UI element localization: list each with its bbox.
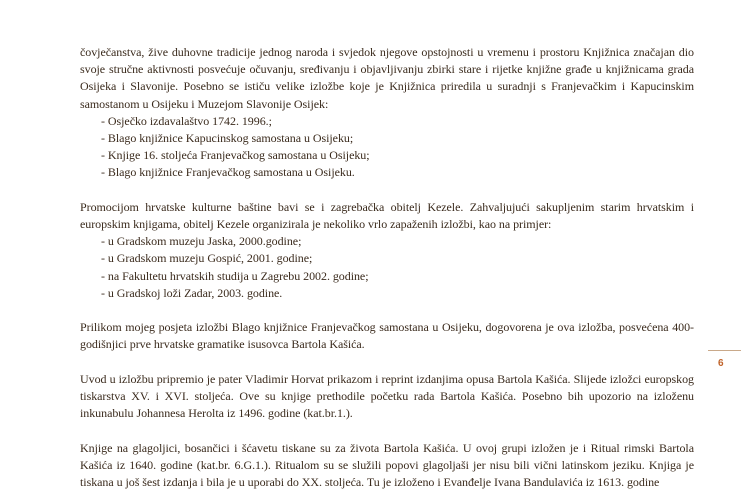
paragraph-kezele: Promocijom hrvatske kulturne baštine bavi se i zagrebačka obitelj Kezele. Zahvaljujući sakupljenim starim hrvatskim i europskim knjigama, obitelj Kezele organizirala je nekoliko vrlo zapaženih izložbi, kao na primjer: (80, 199, 694, 232)
list-item: - Osječko izdavalaštvo 1742. 1996.; (101, 113, 694, 130)
list-item: - Blago knjižnice Franjevačkog samostana u Osijeku. (101, 164, 694, 181)
list-item: - Knjige 16. stoljeća Franjevačkog samostana u Osijeku; (101, 147, 694, 164)
list-item: - u Gradskoj loži Zadar, 2003. godine. (101, 285, 694, 302)
page-number-rule (708, 350, 741, 351)
paragraph-introduction: Uvod u izložbu pripremio je pater Vladimir Horvat prikazom i reprint izdanjima opusa Bartola Kašića. Slijede izložci europskog tiskarstva XV. i XVI. stoljeća. Ove su knjige prethodile početku rada Bartola Kašića. Posebno bih upozorio na izloženu inkunabulu Johannesa Herolta iz 1496. godine (kat.br.1.). (80, 371, 694, 421)
paragraph-glagolitic: Knjige na glagoljici, bosančici i šćavetu tiskane su za života Bartola Kašića. U ovoj grupi izložen je i Ritual rimski Bartola Kašića iz 1640. godine (kat.br. 6.G.1.). Ritualom su se služili popovi glagoljaši jer nisu bili vični latinskom jeziku. Knjiga je tiskana u još šest izdanja i bila je u uporabi do XX. stoljeća. Tu je izloženo i Evanđelje Ivana Bandulavića iz 1613. godine (80, 440, 694, 490)
list-item: - na Fakultetu hrvatskih studija u Zagrebu 2002. godine; (101, 268, 694, 285)
paragraph-intro: čovječanstva, žive duhovne tradicije jednog naroda i svjedok njegove opstojnosti u vremenu i prostoru Knjižnica značajan dio svoje stručne aktivnosti posvećuje očuvanju, sređivanju i objavljivanju zbirki stare i rijetke knjižne građe u knjižnicama grada Osijeka i Slavonije. Posebno se ističu velike izložbe koje je Knjižnica priredila u suradnji s Franjevačkim i Kapucinskim samostanom u Osijeku i Muzejom Slavonije Osijek: (80, 45, 694, 111)
list-item: - u Gradskom muzeju Jaska, 2000.godine; (101, 233, 694, 250)
list-item: - u Gradskom muzeju Gospić, 2001. godine; (101, 250, 694, 267)
page-number: 6 (718, 358, 724, 369)
list-item: - Blago knjižnice Kapucinskog samostana u Osijeku; (101, 130, 694, 147)
exhibition-list-kezele (80, 233, 694, 302)
exhibition-list-osijek (80, 113, 694, 182)
page-body (80, 44, 694, 491)
paragraph-visit: Prilikom mojeg posjeta izložbi Blago knjižnice Franjevačkog samostana u Osijeku, dogovorena je ova izložba, posvećena 400-godišnjici prve hrvatske gramatike isusovca Bartola Kašića. (80, 320, 694, 352)
